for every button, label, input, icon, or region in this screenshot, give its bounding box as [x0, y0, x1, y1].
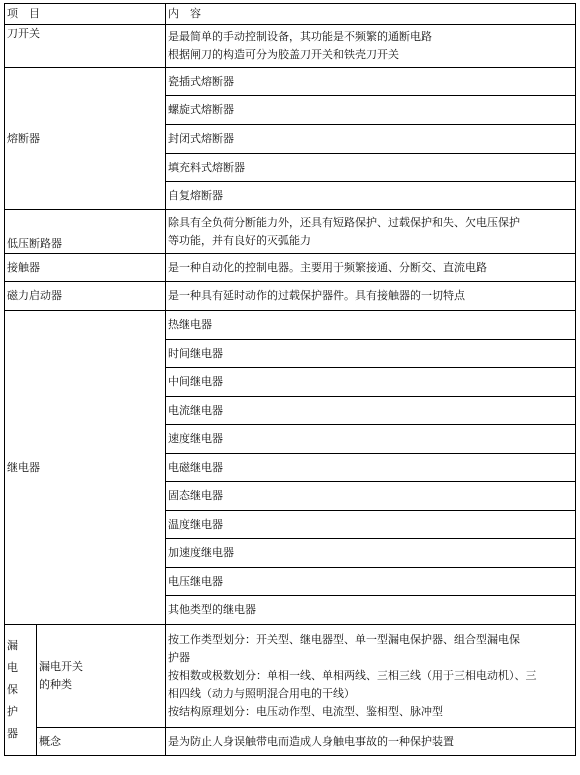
relay-item: 电磁继电器	[166, 454, 576, 482]
relay-item: 时间继电器	[166, 340, 576, 368]
fuse-item: 自复熔断器	[166, 182, 576, 210]
label-relay: 继电器	[5, 311, 166, 625]
header-item: 项 目	[5, 4, 166, 25]
content-line: 护器	[168, 651, 190, 664]
content-contactor: 是一种自动化的控制电器。主要用于频繁接通、分断交、直流电路	[166, 254, 576, 282]
row-magnetic-starter	[5, 282, 576, 311]
content-line: 等功能，并有良好的灭弧能力	[168, 233, 311, 247]
header-content: 内 容	[166, 4, 576, 25]
relay-item: 速度继电器	[166, 425, 576, 454]
row-rcd-concept	[5, 728, 576, 756]
content-line: 相四线（动力与照明混合用电的干线）	[168, 687, 355, 700]
row-lv-breaker	[5, 210, 576, 254]
content-line: 按结构原理划分：电压动作型、电流型、鉴相型、脉冲型	[168, 705, 443, 718]
fuse-item: 瓷插式熔断器	[166, 68, 576, 96]
content-line: 按相数或极数划分：单相一线、单相两线、三相三线（用于三相电动机）、三	[168, 669, 537, 682]
rcd-char: 漏	[7, 639, 18, 652]
rcd-char: 护	[7, 705, 18, 718]
label-rcd	[5, 625, 37, 756]
relay-item: 固态继电器	[166, 482, 576, 511]
relay-item: 热继电器	[166, 311, 576, 340]
content-magnetic-starter: 是一种具有延时动作的过载保护器件。具有接触器的一切特点	[166, 282, 576, 311]
content-lv-breaker	[166, 210, 576, 254]
row-contactor	[5, 254, 576, 282]
relay-item: 加速度继电器	[166, 539, 576, 568]
relay-item: 中间继电器	[166, 368, 576, 397]
row-knife-switch	[5, 25, 576, 68]
label-rcd-concept: 概念	[37, 728, 166, 756]
row-fuse	[5, 68, 576, 96]
label-contactor: 接触器	[5, 254, 166, 282]
relay-item: 其他类型的继电器	[166, 596, 576, 625]
row-relay	[5, 311, 576, 340]
label-knife-switch: 刀开关	[5, 25, 166, 68]
label-magnetic-starter: 磁力启动器	[5, 282, 166, 311]
content-line: 按工作类型划分：开关型、继电器型、单一型漏电保护器、组合型漏电保	[168, 633, 520, 646]
label-rcd-types	[37, 625, 166, 728]
relay-item: 电流继电器	[166, 397, 576, 425]
content-rcd-concept: 是为防止人身误触带电而造成人身触电事故的一种保护装置	[166, 728, 576, 756]
content-knife-switch	[166, 25, 576, 68]
content-rcd-types	[166, 625, 576, 728]
content-line: 根据闸刀的构造可分为胶盖刀开关和铁壳刀开关	[168, 48, 399, 61]
fuse-item: 螺旋式熔断器	[166, 96, 576, 125]
relay-item: 温度继电器	[166, 511, 576, 539]
content-line: 除具有全负荷分断能力外，还具有短路保护、过载保护和失、欠电压保护	[168, 215, 520, 229]
content-line: 的种类	[39, 678, 72, 691]
label-fuse: 熔断器	[5, 68, 166, 210]
rcd-char: 器	[7, 727, 18, 740]
content-line: 是最简单的手动控制设备，其功能是不频繁的通断电路	[168, 30, 432, 43]
label-lv-breaker: 低压断路器	[5, 210, 166, 254]
relay-item: 电压继电器	[166, 568, 576, 596]
electrical-appliance-table	[4, 3, 576, 756]
row-rcd-types	[5, 625, 576, 728]
table-header-row	[5, 4, 576, 25]
rcd-char: 保	[7, 683, 18, 696]
fuse-item: 填充料式熔断器	[166, 154, 576, 182]
fuse-item: 封闭式熔断器	[166, 125, 576, 154]
content-line: 漏电开关	[39, 660, 83, 673]
rcd-char: 电	[7, 661, 18, 674]
